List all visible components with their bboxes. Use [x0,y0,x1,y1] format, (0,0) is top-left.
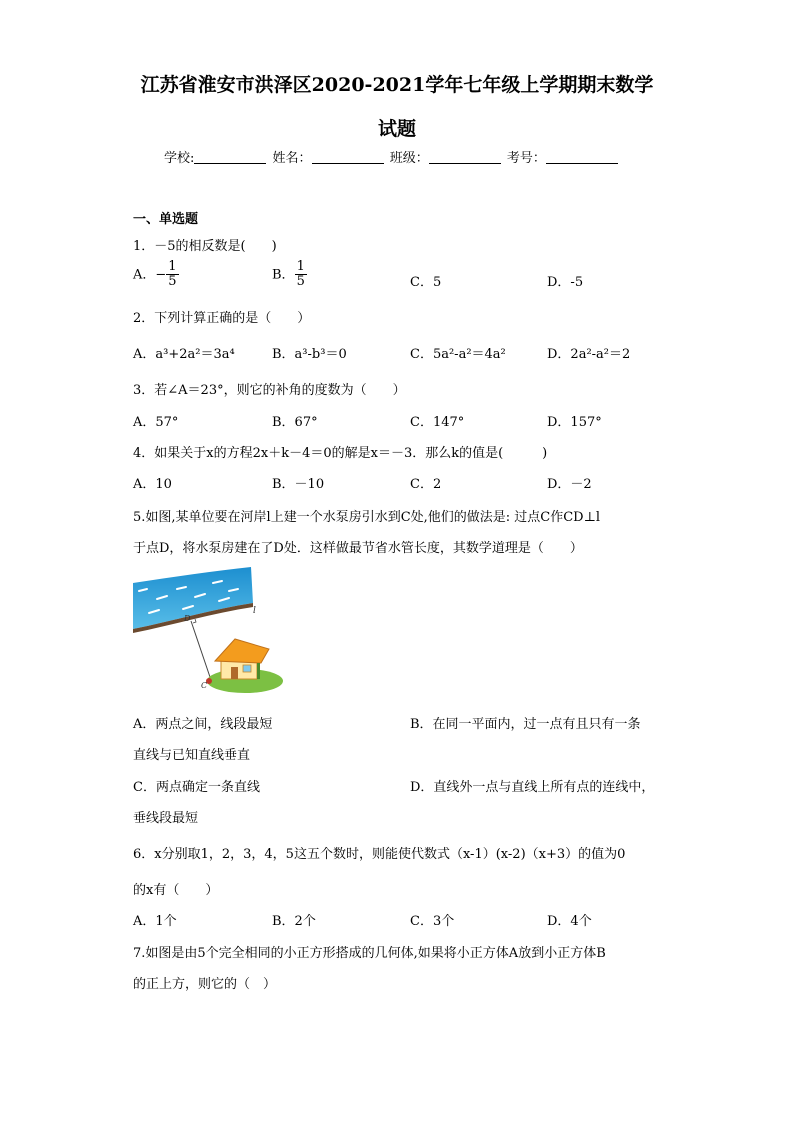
q3-option-c: C．147° [410,415,465,430]
section-title: 一、单选题 [133,212,199,227]
q5-option-c: C．两点确定一条直线 [133,780,260,795]
house-roof [215,639,269,663]
q5-river-figure [133,563,285,695]
q3-option-d: D．157° [547,415,602,430]
page-title-line1: 江苏省淮安市洪泽区2020-2021学年七年级上学期期末数学 [140,74,654,96]
q5-option-d-line1: D．直线外一点与直线上所有点的连线中， [410,780,655,795]
q5-option-d-line2: 垂线段最短 [133,811,199,826]
q3-stem: 3．若∠A＝23°，则它的补角的度数为（ ） [133,383,406,398]
line-l-label: l [253,606,256,616]
q7-stem-line1: 7.如图是由5个完全相同的小正方形搭成的几何体,如果将小正方体A放到小正方体B [133,946,606,961]
q6-option-b: B．2个 [272,914,316,929]
q1-option-b: B． $\frac{1}{5}$ [272,259,305,290]
q6-stem-line1: 6．x分别取1，2，3，4，5这五个数时，则能使代数式（x-1）(x-2)（x+3）的值为0 [133,847,626,862]
right-angle-mark [193,619,196,623]
house-window [243,665,251,672]
q5-stem-line1: 5.如图,某单位要在河岸l上建一个水泵房引水到C处,他们的做法是: 过点C作CD⊥l [133,510,600,525]
point-c-label: C [201,681,208,690]
q5-option-a: A．两点之间，线段最短 [133,717,273,732]
segment-cd [191,621,211,680]
student-info-row [164,147,620,166]
q2-option-b: B．a³-b³＝0 [272,347,347,362]
exam-no-label: 考号： [506,151,546,166]
q6-stem-line2: 的x有（ ） [133,883,219,898]
q1-a-fraction: $\frac{1}{5}$ [168,259,177,290]
class-blank [429,151,501,164]
q1-stem: 1．－5的相反数是( ) [133,239,277,254]
q2-stem: 2．下列计算正确的是（ ） [133,311,311,326]
q6-option-a: A．1个 [133,914,177,929]
q6-option-d: D．4个 [547,914,592,929]
q4-stem: 4．如果关于x的方程2x＋k－4＝0的解是x＝－3．那么k的值是( ) [133,446,548,461]
q2-option-a: A．a³+2a²＝3a⁴ [133,347,235,362]
school-blank [194,151,266,164]
tree-trunk [257,663,260,679]
house-door [231,667,238,679]
river-water [133,567,253,629]
name-blank [312,151,384,164]
q3-option-b: B．67° [272,415,318,430]
q4-option-b: B．－10 [272,477,325,492]
exam-no-blank [546,151,618,164]
q1-option-a: A．− $\frac{1}{5}$ [133,259,177,290]
q4-option-d: D．－2 [547,477,592,492]
q6-option-c: C．3个 [410,914,455,929]
q5-option-b-line2: 直线与已知直线垂直 [133,748,251,763]
page-title-line2: 试题 [377,118,416,140]
q3-option-a: A．57° [133,415,179,430]
q5-stem-line2: 于点D，将水泵房建在了D处．这样做最节省水管长度，其数学道理是（ ） [133,541,583,556]
q2-option-d: D．2a²-a²＝2 [547,347,631,362]
q1-option-c: C．5 [410,275,442,290]
q4-option-a: A．10 [133,477,172,492]
point-d-label: D [184,614,191,623]
class-label: 班级： [389,151,429,166]
q1-option-d: D．-5 [547,275,584,290]
school-label: 学校: [164,151,195,166]
q7-stem-line2: 的正上方，则它的（ ） [133,977,277,992]
q5-option-b-line1: B．在同一平面内，过一点有且只有一条 [410,717,641,732]
name-label: 姓名： [272,151,312,166]
q1-b-fraction: $\frac{1}{5}$ [296,259,305,290]
q2-option-c: C．5a²-a²＝4a² [410,347,506,362]
q4-option-c: C．2 [410,477,442,492]
